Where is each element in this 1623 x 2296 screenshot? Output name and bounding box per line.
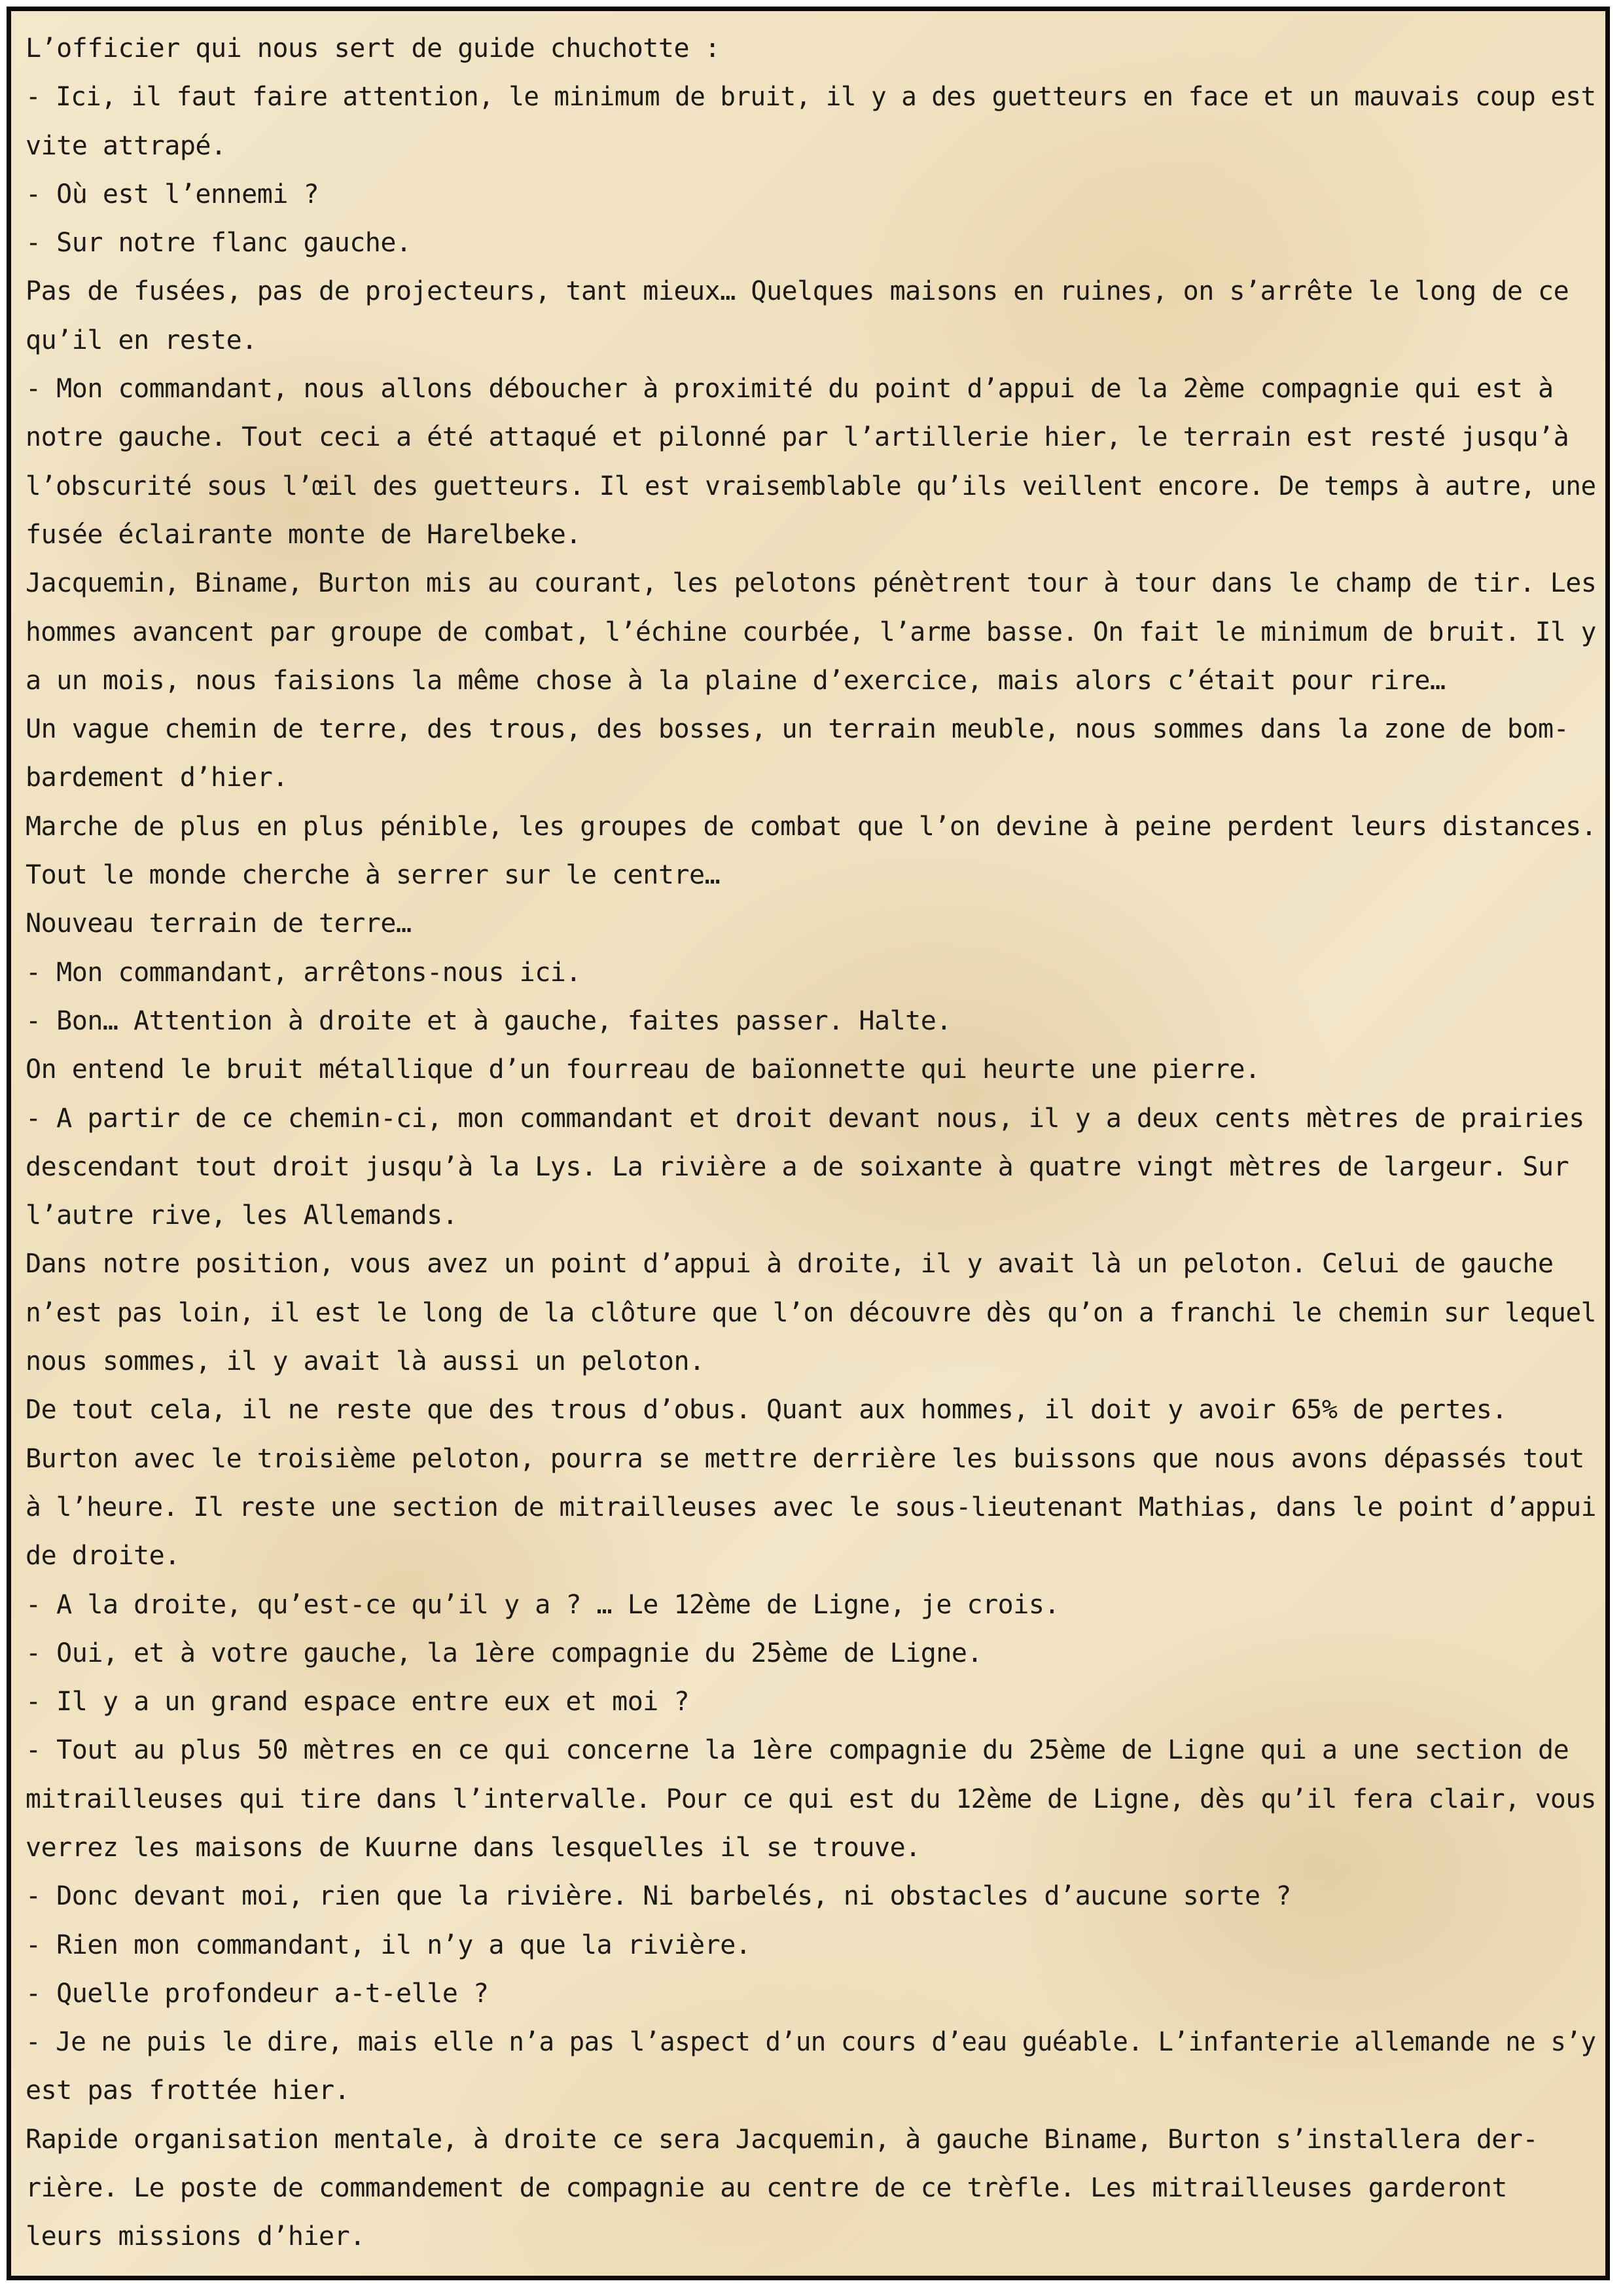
text-line: - Oui, et à votre gauche, la 1ère compagnie du 25ème de Ligne.	[26, 1638, 983, 1668]
text-line: Jacquemin, Biname, Burton mis au courant, les pelotons pénètrent tour à tour dans le champ de tir. Les	[26, 568, 1597, 599]
text-line: Marche de plus en plus pénible, les groupes de combat que l’on devine à peine perdent leurs distances.	[26, 811, 1597, 842]
text-line: mitrailleuses qui tire dans l’intervalle. Pour ce qui est du 12ème de Ligne, dès qu’il fera clair, vous	[26, 1784, 1596, 1814]
text-line: - Donc devant moi, rien que la rivière. Ni barbelés, ni obstacles d’aucune sorte ?	[26, 1881, 1291, 1912]
text-line: Dans notre position, vous avez un point d’appui à droite, il y avait là un peloton. Celui de gauche	[26, 1249, 1554, 1280]
text-line: qu’il en reste.	[26, 325, 257, 355]
text-line: nous sommes, il y avait là aussi un peloton.	[26, 1346, 705, 1377]
text-line: - A la droite, qu’est-ce qu’il y a ? … Le 12ème de Ligne, je crois.	[26, 1589, 1060, 1620]
document-text	[26, 24, 1596, 2261]
text-line: l’autre rive, les Allemands.	[26, 1200, 458, 1231]
text-line: Pas de fusées, pas de projecteurs, tant mieux… Quelques maisons en ruines, on s’arrête le long de ce	[26, 276, 1569, 307]
text-line: Nouveau terrain de terre…	[26, 908, 412, 939]
text-line: Un vague chemin de terre, des trous, des bosses, un terrain meuble, nous sommes dans la zone de bom-	[26, 714, 1569, 745]
text-line: Burton avec le troisième peloton, pourra se mettre derrière les buissons que nous avons dépassés tout	[26, 1443, 1584, 1474]
text-line: fusée éclairante monte de Harelbeke.	[26, 519, 581, 550]
text-line: n’est pas loin, il est le long de la clôture que l’on découvre dès qu’on a franchi le chemin sur lequel	[26, 1297, 1596, 1328]
text-line: On entend le bruit métallique d’un fourreau de baïonnette qui heurte une pierre.	[26, 1054, 1260, 1085]
text-line: De tout cela, il ne reste que des trous d’obus. Quant aux hommes, il doit y avoir 65% de pertes.	[26, 1395, 1507, 1426]
text-line: L’officier qui nous sert de guide chuchotte :	[26, 33, 721, 63]
text-line: - Où est l’ennemi ?	[26, 179, 319, 209]
text-line: vite attrapé.	[26, 130, 226, 161]
page-frame	[7, 7, 1610, 2280]
text-line: - Il y a un grand espace entre eux et moi ?	[26, 1687, 690, 1717]
text-line: - A partir de ce chemin-ci, mon commandant et droit devant nous, il y a deux cents mètres de prairies	[26, 1103, 1584, 1134]
text-line: notre gauche. Tout ceci a été attaqué et pilonné par l’artillerie hier, le terrain est resté jusqu’à	[26, 422, 1569, 453]
text-line: Rapide organisation mentale, à droite ce sera Jacquemin, à gauche Biname, Burton s’installera der-	[26, 2124, 1539, 2155]
text-line: leurs missions d’hier.	[26, 2221, 365, 2252]
text-line: - Je ne puis le dire, mais elle n’a pas l’aspect d’un cours d’eau guéable. L’infanterie allemande ne s’y	[26, 2027, 1596, 2058]
text-line: - Rien mon commandant, il n’y a que la rivière.	[26, 1929, 751, 1960]
text-line: - Sur notre flanc gauche.	[26, 228, 412, 259]
text-line: Tout le monde cherche à serrer sur le centre…	[26, 860, 721, 891]
text-line: - Quelle profondeur a-t-elle ?	[26, 1978, 489, 2009]
text-line: l’obscurité sous l’œil des guetteurs. Il est vraisemblable qu’ils veillent encore. De temps à autre, une	[26, 471, 1596, 501]
text-line: verrez les maisons de Kuurne dans lesquelles il se trouve.	[26, 1832, 921, 1863]
text-line: a un mois, nous faisions la même chose à la plaine d’exercice, mais alors c’était pour rire…	[26, 665, 1446, 696]
text-line: à l’heure. Il reste une section de mitrailleuses avec le sous-lieutenant Mathias, dans le point d’appui	[26, 1492, 1596, 1522]
text-line: de droite.	[26, 1541, 180, 1571]
text-line: - Mon commandant, arrêtons-nous ici.	[26, 957, 581, 988]
text-line: rière. Le poste de commandement de compagnie au centre de ce trèfle. Les mitrailleuses garderont	[26, 2173, 1507, 2204]
text-line: bardement d’hier.	[26, 762, 288, 793]
text-line: - Bon… Attention à droite et à gauche, faites passer. Halte.	[26, 1005, 952, 1036]
text-line: hommes avancent par groupe de combat, l’échine courbée, l’arme basse. On fait le minimum de bruit. Il y	[26, 617, 1596, 647]
text-line: - Mon commandant, nous allons déboucher à proximité du point d’appui de la 2ème compagnie qui est à	[26, 374, 1554, 404]
text-line: descendant tout droit jusqu’à la Lys. La rivière a de soixante à quatre vingt mètres de largeur. Sur	[26, 1151, 1569, 1182]
text-line: - Tout au plus 50 mètres en ce qui concerne la 1ère compagnie du 25ème de Ligne qui a une section de	[26, 1735, 1569, 1766]
text-line: est pas frottée hier.	[26, 2075, 350, 2106]
text-line: - Ici, il faut faire attention, le minimum de bruit, il y a des guetteurs en face et un mauvais coup est	[26, 82, 1596, 113]
